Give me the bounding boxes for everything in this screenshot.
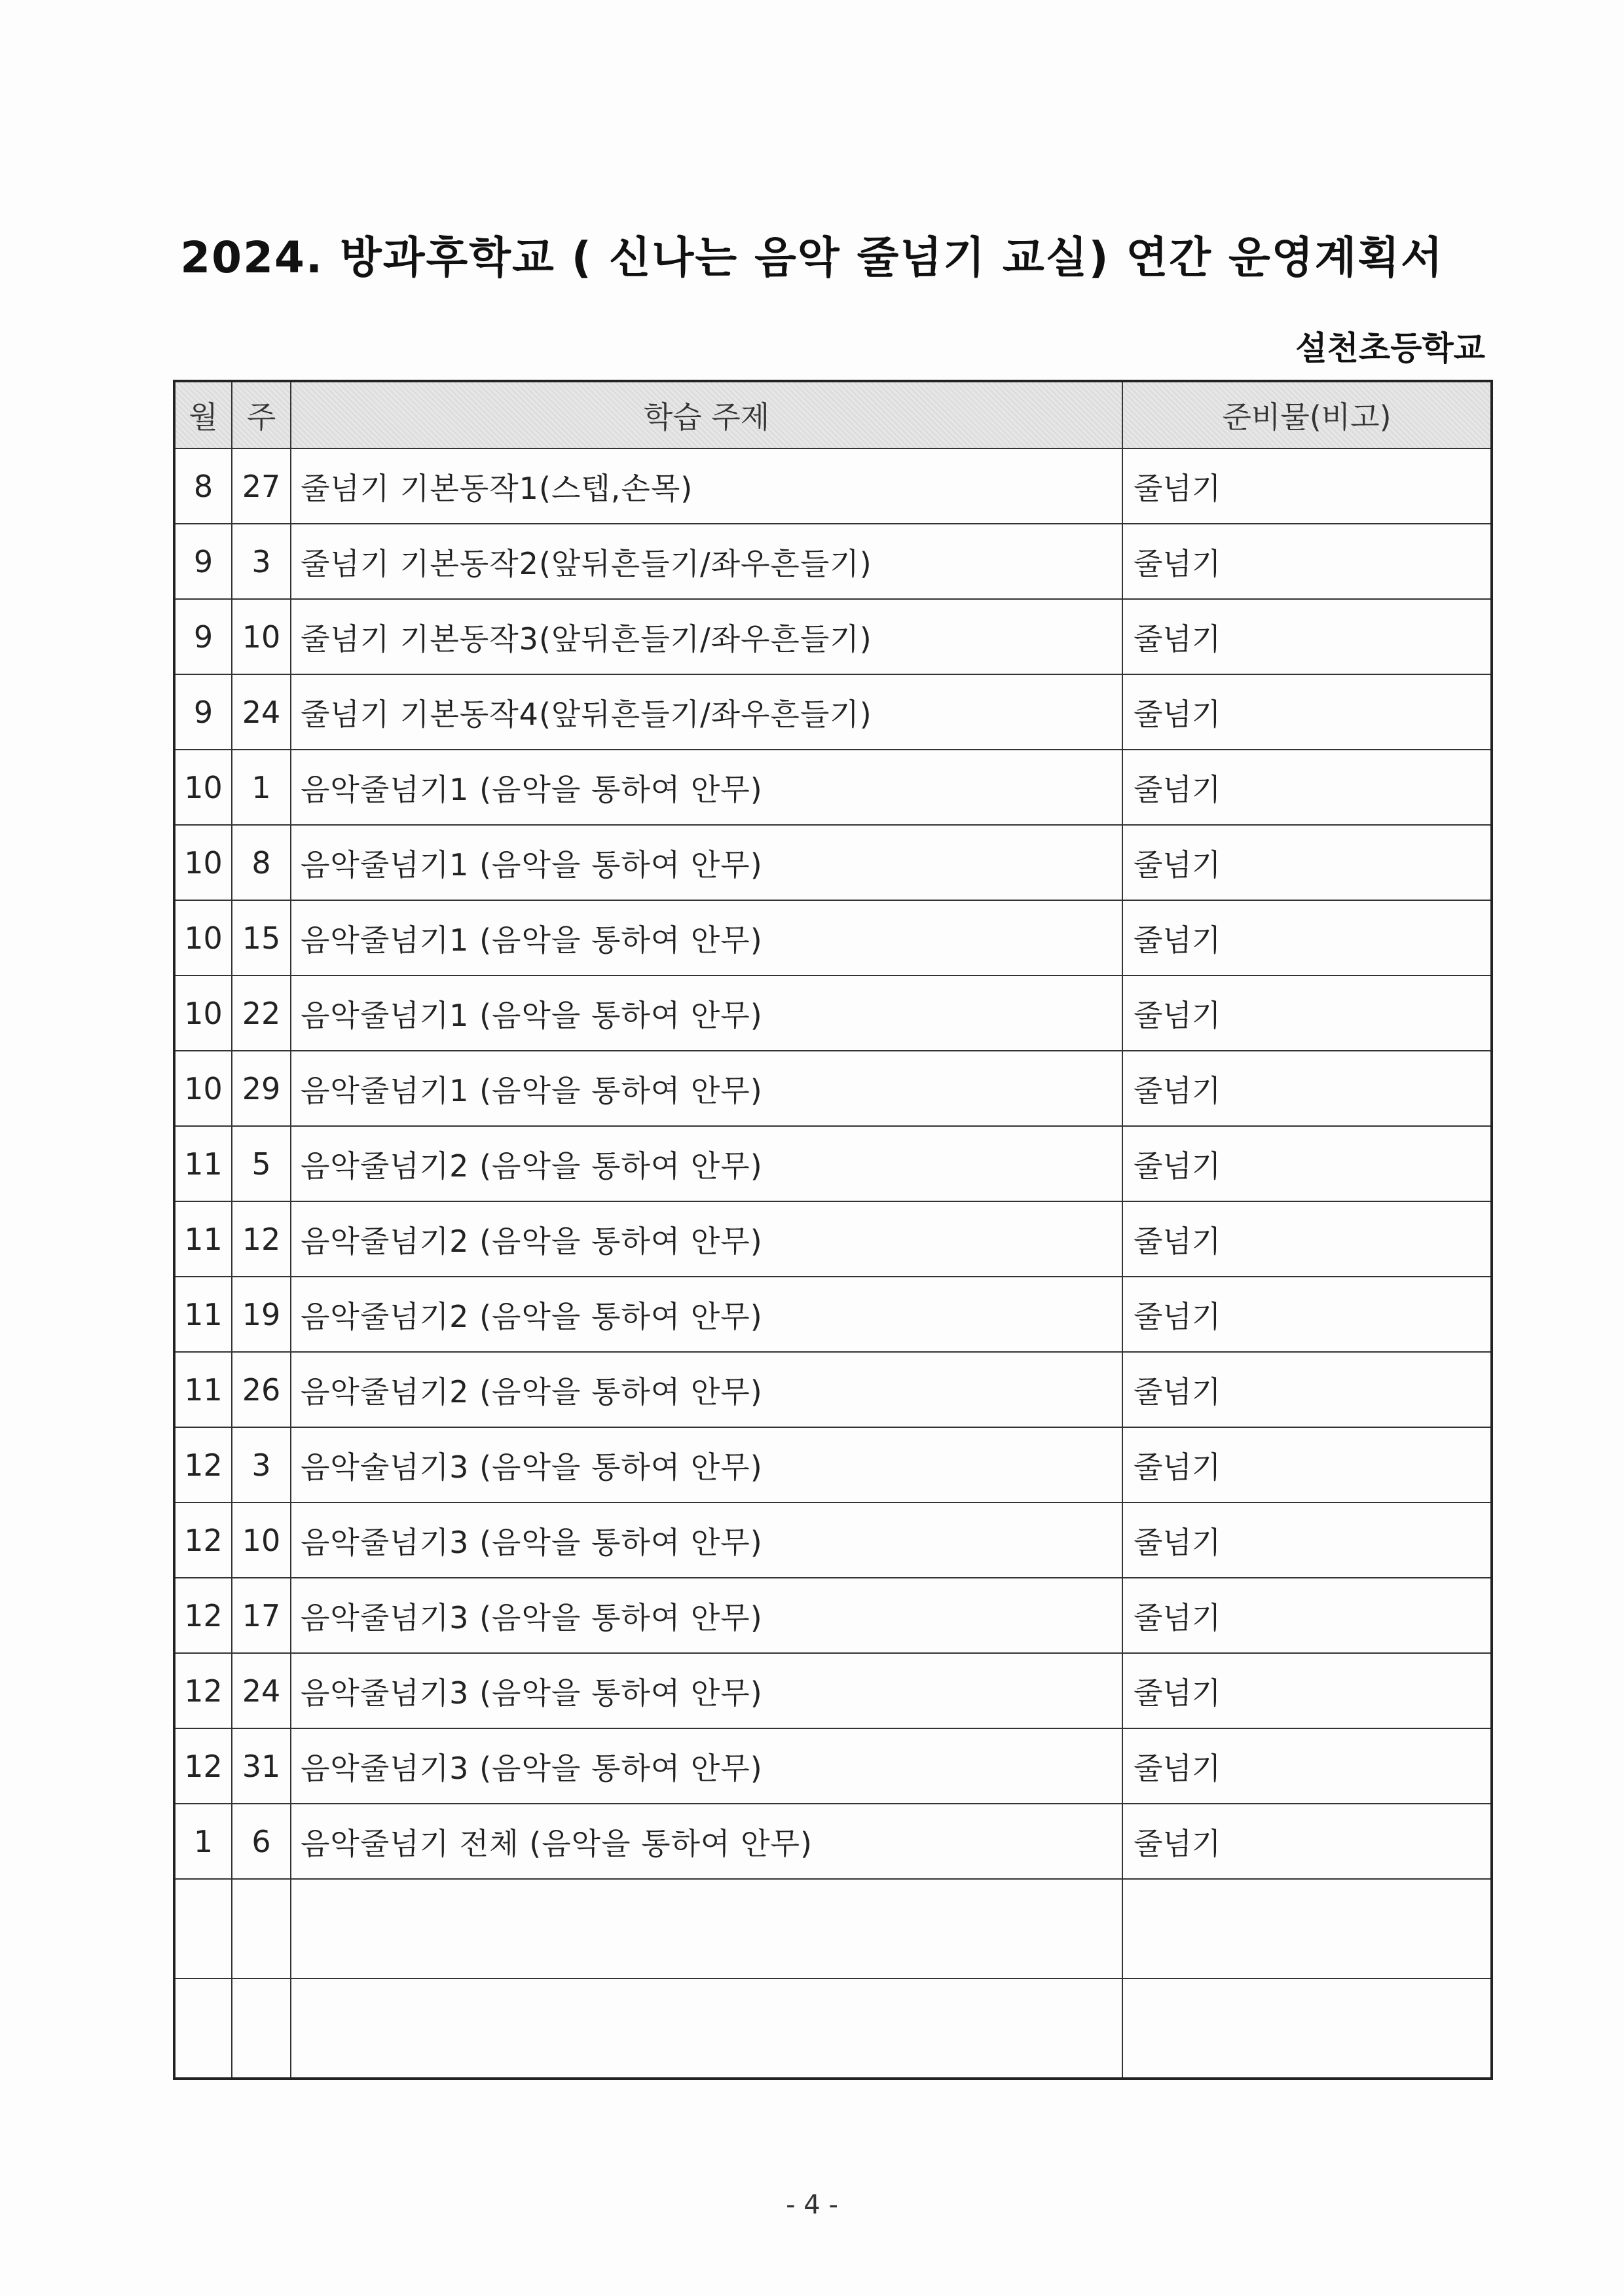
table-row	[174, 750, 1492, 825]
week-cell: 6	[232, 1804, 291, 1879]
week-cell: 10	[232, 599, 291, 674]
school-name: 설천초등학교	[1295, 329, 1485, 367]
week-cell: 15	[232, 900, 291, 975]
week-cell: 27	[232, 448, 291, 524]
table-row	[174, 1051, 1492, 1126]
topic-cell: 줄넘기 기본동작3(앞뒤흔들기/좌우흔들기)	[291, 599, 1122, 674]
month-cell: 12	[174, 1653, 232, 1728]
table-row	[174, 1201, 1492, 1277]
note-cell: 줄넘기	[1122, 1352, 1492, 1427]
month-cell: 1	[174, 1804, 232, 1879]
topic-cell: 음악줄넘기 전체 (음악을 통하여 안무)	[291, 1804, 1122, 1879]
note-cell	[1122, 1879, 1492, 1978]
topic-cell	[291, 1978, 1122, 2079]
header-row	[174, 381, 1492, 448]
table-row	[174, 674, 1492, 750]
note-cell: 줄넘기	[1122, 1277, 1492, 1352]
header-month: 월	[174, 381, 232, 448]
month-cell: 9	[174, 674, 232, 750]
topic-cell	[291, 1879, 1122, 1978]
week-cell: 24	[232, 674, 291, 750]
table-row	[174, 1427, 1492, 1503]
topic-cell: 음악줄넘기3 (음악을 통하여 안무)	[291, 1728, 1122, 1804]
note-cell: 줄넘기	[1122, 1578, 1492, 1653]
week-cell: 29	[232, 1051, 291, 1126]
note-cell	[1122, 1978, 1492, 2079]
month-cell	[174, 1978, 232, 2079]
table-row	[174, 1879, 1492, 1978]
topic-cell: 줄넘기 기본동작1(스텝,손목)	[291, 448, 1122, 524]
month-cell: 10	[174, 825, 232, 900]
table-row	[174, 1578, 1492, 1653]
week-cell	[232, 1879, 291, 1978]
week-cell: 8	[232, 825, 291, 900]
topic-cell: 음악줄넘기2 (음악을 통하여 안무)	[291, 1201, 1122, 1277]
topic-cell: 음악줄넘기3 (음악을 통하여 안무)	[291, 1503, 1122, 1578]
table-row	[174, 1503, 1492, 1578]
table-row	[174, 1804, 1492, 1879]
note-cell: 줄넘기	[1122, 1051, 1492, 1126]
month-cell: 12	[174, 1728, 232, 1804]
month-cell: 12	[174, 1427, 232, 1503]
week-cell: 3	[232, 524, 291, 599]
month-cell: 12	[174, 1578, 232, 1653]
month-cell: 10	[174, 1051, 232, 1126]
month-cell: 11	[174, 1126, 232, 1201]
note-cell: 줄넘기	[1122, 448, 1492, 524]
topic-cell: 줄넘기 기본동작2(앞뒤흔들기/좌우흔들기)	[291, 524, 1122, 599]
note-cell: 줄넘기	[1122, 1804, 1492, 1879]
document-title: 2024. 방과후학교 ( 신나는 음악 줄넘기 교실) 연간 운영계획서	[180, 232, 1444, 283]
week-cell	[232, 1978, 291, 2079]
month-cell: 9	[174, 524, 232, 599]
note-cell: 줄넘기	[1122, 1653, 1492, 1728]
table-row	[174, 1728, 1492, 1804]
topic-cell: 음악줄넘기2 (음악을 통하여 안무)	[291, 1352, 1122, 1427]
week-cell: 10	[232, 1503, 291, 1578]
topic-cell: 음악줄넘기2 (음악을 통하여 안무)	[291, 1277, 1122, 1352]
header-week: 주	[232, 381, 291, 448]
month-cell: 8	[174, 448, 232, 524]
month-cell: 12	[174, 1503, 232, 1578]
annual-plan-table	[173, 380, 1493, 2080]
note-cell: 줄넘기	[1122, 900, 1492, 975]
topic-cell: 음악줄넘기2 (음악을 통하여 안무)	[291, 1126, 1122, 1201]
month-cell: 10	[174, 750, 232, 825]
table-row	[174, 599, 1492, 674]
table-row	[174, 524, 1492, 599]
table-row	[174, 1126, 1492, 1201]
note-cell: 줄넘기	[1122, 599, 1492, 674]
table-row	[174, 1653, 1492, 1728]
note-cell: 줄넘기	[1122, 1728, 1492, 1804]
month-cell: 9	[174, 599, 232, 674]
topic-cell: 음악줄넘기1 (음악을 통하여 안무)	[291, 1051, 1122, 1126]
topic-cell: 음악술넘기3 (음악을 통하여 안무)	[291, 1427, 1122, 1503]
table-row	[174, 448, 1492, 524]
topic-cell: 음악줄넘기3 (음악을 통하여 안무)	[291, 1653, 1122, 1728]
note-cell: 줄넘기	[1122, 975, 1492, 1051]
week-cell: 26	[232, 1352, 291, 1427]
note-cell: 줄넘기	[1122, 1427, 1492, 1503]
topic-cell: 줄넘기 기본동작4(앞뒤흔들기/좌우흔들기)	[291, 674, 1122, 750]
week-cell: 19	[232, 1277, 291, 1352]
month-cell: 11	[174, 1201, 232, 1277]
table-row	[174, 1978, 1492, 2079]
table-row	[174, 825, 1492, 900]
note-cell: 줄넘기	[1122, 1126, 1492, 1201]
week-cell: 17	[232, 1578, 291, 1653]
topic-cell: 음악줄넘기1 (음악을 통하여 안무)	[291, 750, 1122, 825]
week-cell: 1	[232, 750, 291, 825]
topic-cell: 음악줄넘기1 (음악을 통하여 안무)	[291, 975, 1122, 1051]
page-number: - 4 -	[786, 2190, 838, 2220]
table-row	[174, 1352, 1492, 1427]
note-cell: 줄넘기	[1122, 1201, 1492, 1277]
month-cell: 10	[174, 975, 232, 1051]
header-topic: 학습 주제	[291, 381, 1122, 448]
topic-cell: 음악줄넘기1 (음악을 통하여 안무)	[291, 825, 1122, 900]
table-body	[174, 448, 1492, 2079]
topic-cell: 음악줄넘기1 (음악을 통하여 안무)	[291, 900, 1122, 975]
month-cell: 11	[174, 1352, 232, 1427]
week-cell: 24	[232, 1653, 291, 1728]
week-cell: 22	[232, 975, 291, 1051]
note-cell: 줄넘기	[1122, 825, 1492, 900]
month-cell	[174, 1879, 232, 1978]
week-cell: 31	[232, 1728, 291, 1804]
table-row	[174, 1277, 1492, 1352]
month-cell: 11	[174, 1277, 232, 1352]
topic-cell: 음악줄넘기3 (음악을 통하여 안무)	[291, 1578, 1122, 1653]
month-cell: 10	[174, 900, 232, 975]
table-header	[174, 381, 1492, 448]
week-cell: 5	[232, 1126, 291, 1201]
header-note: 준비물(비고)	[1122, 381, 1492, 448]
week-cell: 3	[232, 1427, 291, 1503]
note-cell: 줄넘기	[1122, 750, 1492, 825]
note-cell: 줄넘기	[1122, 524, 1492, 599]
note-cell: 줄넘기	[1122, 1503, 1492, 1578]
table-row	[174, 900, 1492, 975]
table-row	[174, 975, 1492, 1051]
note-cell: 줄넘기	[1122, 674, 1492, 750]
week-cell: 12	[232, 1201, 291, 1277]
